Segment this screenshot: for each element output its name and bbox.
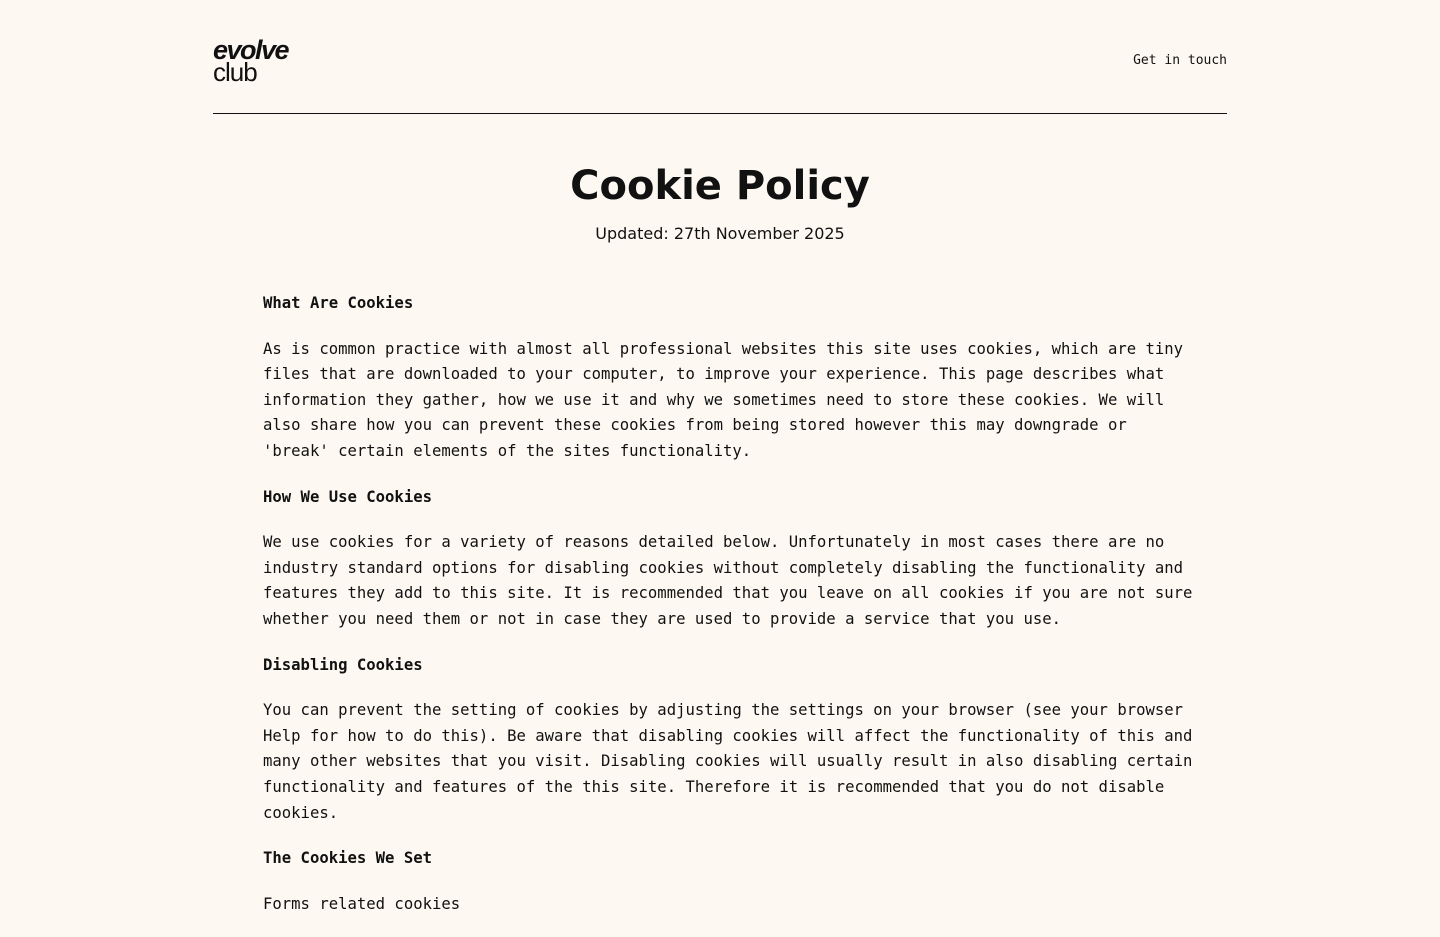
- section-body: Forms related cookies: [263, 894, 461, 913]
- logo-text-evolve: evolve: [213, 35, 289, 65]
- policy-content: [263, 291, 1193, 937]
- section-body: You can prevent the setting of cookies by adjusting the settings on your browser (see your browser Help for how to do this). Be aware that disabling cookies will affect the functionality of this and many other websites that you visit. Disabling cookies will usually result in also disabling certain functionality and features of the this site. Therefore it is recommended that you do not disable cookies.: [263, 701, 1193, 822]
- section-body: As is common practice with almost all professional websites this site uses cookies, which are tiny files that are downloaded to your computer, to improve your experience. This page describes what information they gather, how we use it and why we sometimes need to store these cookies. We will also share how you can prevent these cookies from being stored however this may downgrade or 'break' certain elements of the sites functionality.: [263, 339, 1184, 460]
- page-title: Cookie Policy: [570, 163, 870, 209]
- section-heading: The Cookies We Set: [263, 849, 432, 868]
- get-in-touch-link[interactable]: Get in touch: [1133, 53, 1227, 68]
- section-body: We use cookies for a variety of reasons detailed below. Unfortunately in most cases there are no industry standard options for disabling cookies without completely disabling the functionality and features they add to this site. It is recommended that you leave on all cookies if you are not sure whether you need them or not in case they are used to provide a service that you use.: [263, 533, 1193, 628]
- evolve-club-logo[interactable]: [213, 37, 303, 87]
- logo-text-club: club: [213, 57, 257, 87]
- section-heading: How We Use Cookies: [263, 487, 432, 506]
- site-header: [213, 0, 1227, 114]
- section-heading: Disabling Cookies: [263, 655, 423, 674]
- section-heading: What Are Cookies: [263, 294, 414, 312]
- updated-date: Updated: 27th November 2025: [595, 224, 845, 243]
